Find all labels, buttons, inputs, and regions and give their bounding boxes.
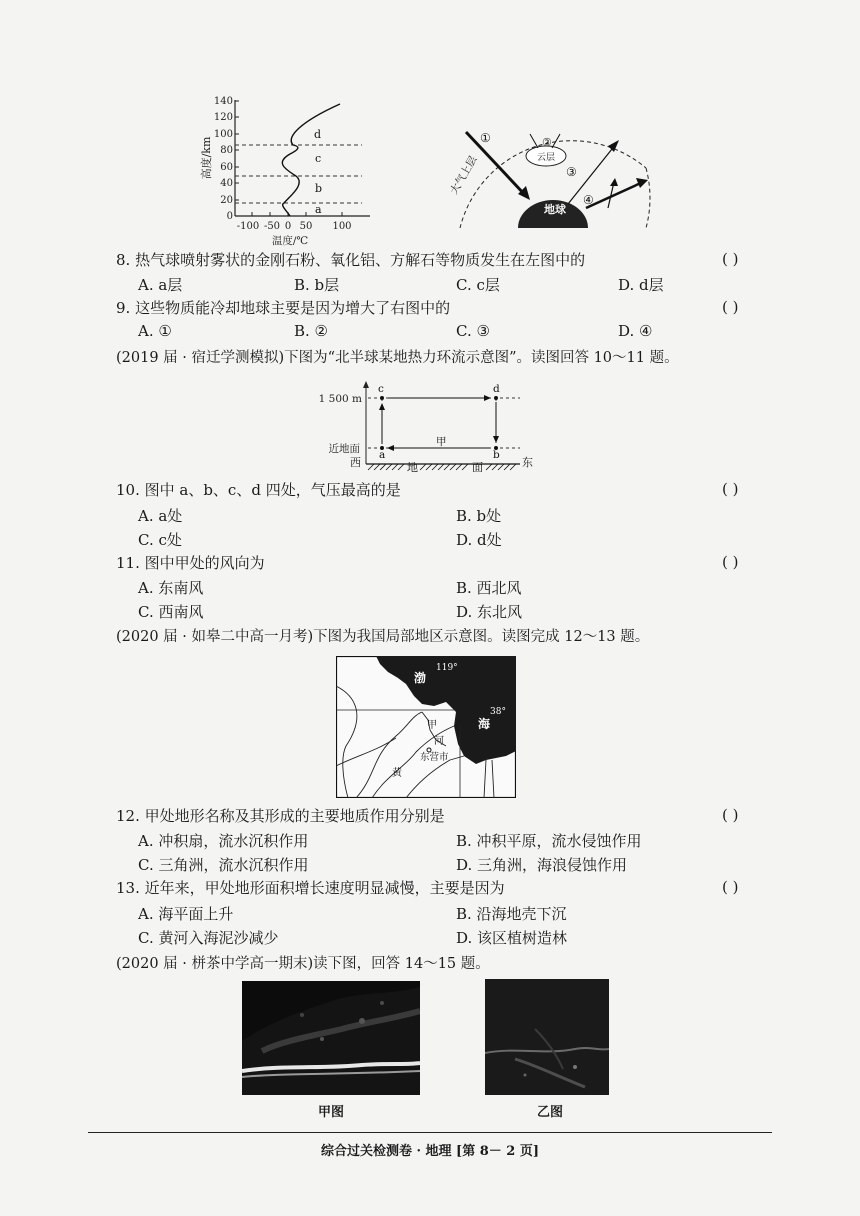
photo-jia-caption: 甲图 <box>318 1105 345 1120</box>
option-b[interactable]: B. b处 <box>456 507 502 525</box>
y-tick: 100 <box>213 129 233 140</box>
answer-paren[interactable]: ( ) <box>722 806 739 824</box>
photo-yi-caption: 乙图 <box>537 1105 564 1120</box>
option-c[interactable]: C. 三角洲，流水沉积作用 <box>138 856 309 874</box>
ground-label: 近地面 <box>328 443 360 455</box>
arrow-label: ④ <box>583 193 594 207</box>
latitude-label: 38° <box>490 707 506 717</box>
y-tick: 0 <box>226 211 233 222</box>
photo-jia <box>242 981 420 1095</box>
question-9-stem: 9. 这些物质能冷却地球主要是因为增大了右图中的 <box>116 299 451 317</box>
arrow-label: ② <box>542 136 552 149</box>
option-d[interactable]: D. 该区植树造林 <box>456 929 568 947</box>
atmosphere-label: 大气上层 <box>448 154 480 197</box>
thermal-circulation-diagram <box>310 378 550 472</box>
option-c[interactable]: C. 黄河入海泥沙减少 <box>138 929 279 947</box>
city-label: 东营市 <box>420 752 449 763</box>
option-a[interactable]: A. 冲积扇，流水沉积作用 <box>138 832 309 850</box>
point-label: b <box>493 449 500 461</box>
y-tick: 120 <box>213 112 233 123</box>
footer-divider <box>88 1132 772 1133</box>
earth-label: 地球 <box>544 203 566 216</box>
answer-paren[interactable]: ( ) <box>722 553 739 571</box>
option-b[interactable]: B. 西北风 <box>456 579 522 597</box>
option-b[interactable]: B. 冲积平原，流水侵蚀作用 <box>456 832 642 850</box>
sea-label: 海 <box>478 717 491 731</box>
answer-paren[interactable]: ( ) <box>722 480 739 498</box>
point-label: d <box>493 383 500 395</box>
radiation-diagram <box>438 120 668 228</box>
layer-label: a <box>315 203 322 216</box>
layer-label: c <box>315 152 322 165</box>
option-c[interactable]: C. 西南风 <box>138 603 204 621</box>
y-tick: 40 <box>220 178 233 189</box>
x-tick: 100 <box>332 221 352 232</box>
y-tick: 80 <box>220 145 233 156</box>
layer-label: b <box>315 182 323 195</box>
option-b[interactable]: B. 沿海地壳下沉 <box>456 905 567 923</box>
point-label: c <box>378 383 384 395</box>
sea-label: 渤 <box>414 671 427 685</box>
height-label: 1 500 m <box>318 393 362 405</box>
ground-char: 面 <box>472 461 483 472</box>
x-tick: 0 <box>284 221 292 232</box>
river-char: 黄 <box>392 768 402 779</box>
y-tick: 140 <box>213 96 233 107</box>
answer-paren[interactable]: ( ) <box>722 298 739 316</box>
intro-10-11: (2019 届 · 宿迁学测模拟)下图为“北半球某地热力环流示意图”。读图回答 10～11 题。 <box>116 350 679 366</box>
option-d[interactable]: D. 东北风 <box>456 603 523 621</box>
question-10-stem: 10. 图中 a、b、c、d 四处，气压最高的是 <box>116 481 401 499</box>
option-c[interactable]: C. c层 <box>456 276 500 294</box>
intro-14-15: (2020 届 · 栟茶中学高一期末)读下图，回答 14～15 题。 <box>116 956 490 972</box>
cloud-label: 云层 <box>536 153 556 163</box>
longitude-label: 119° <box>436 663 458 673</box>
option-b[interactable]: B. ② <box>294 322 329 340</box>
river-char: 河 <box>434 736 444 747</box>
intro-12-13: (2020 届 · 如皋二中高一月考)下图为我国局部地区示意图。读图完成 12～13 题。 <box>116 629 650 645</box>
answer-paren[interactable]: ( ) <box>722 878 739 896</box>
answer-paren[interactable]: ( ) <box>722 250 739 268</box>
x-axis-label: 温度/℃ <box>271 235 309 247</box>
point-label: a <box>379 449 386 461</box>
x-tick: -50 <box>263 221 281 232</box>
option-b[interactable]: B. b层 <box>294 276 340 294</box>
yellow-river-delta-map <box>336 656 516 798</box>
option-d[interactable]: D. ④ <box>618 322 653 340</box>
east-label: 东 <box>522 456 533 469</box>
question-8-stem: 8. 热气球喷射雾状的金刚石粉、氧化铝、方解石等物质发生在左图中的 <box>116 251 586 269</box>
question-12-stem: 12. 甲处地形名称及其形成的主要地质作用分别是 <box>116 807 445 825</box>
page-footer: 综合过关检测卷 · 地理 [第 8－ 2 页] <box>320 1144 540 1159</box>
arrow-label: ③ <box>566 165 577 179</box>
question-11-stem: 11. 图中甲处的风向为 <box>116 554 265 572</box>
option-d[interactable]: D. 三角洲，海浪侵蚀作用 <box>456 856 628 874</box>
west-label: 西 <box>350 456 361 469</box>
atmosphere-temperature-chart <box>190 92 380 250</box>
jia-label: 甲 <box>427 720 437 731</box>
question-13-stem: 13. 近年来，甲处地形面积增长速度明显减慢，主要是因为 <box>116 879 505 897</box>
x-tick: -100 <box>236 221 260 232</box>
y-tick: 20 <box>220 195 233 206</box>
option-c[interactable]: C. c处 <box>138 531 182 549</box>
ground-char: 地 <box>407 461 418 472</box>
photo-yi <box>485 979 609 1095</box>
option-a[interactable]: A. 东南风 <box>138 579 204 597</box>
y-tick: 60 <box>220 162 233 173</box>
arrow-label: ① <box>480 131 491 145</box>
option-a[interactable]: A. a层 <box>138 276 183 294</box>
y-axis-label: 高度/km <box>200 136 213 180</box>
jia-label: 甲 <box>436 436 447 448</box>
option-a[interactable]: A. ① <box>138 322 172 340</box>
x-tick: 50 <box>299 221 313 232</box>
option-a[interactable]: A. 海平面上升 <box>138 905 234 923</box>
option-c[interactable]: C. ③ <box>456 322 490 340</box>
layer-label: d <box>314 128 322 141</box>
option-d[interactable]: D. d处 <box>456 531 502 549</box>
option-d[interactable]: D. d层 <box>618 276 664 294</box>
option-a[interactable]: A. a处 <box>138 507 183 525</box>
